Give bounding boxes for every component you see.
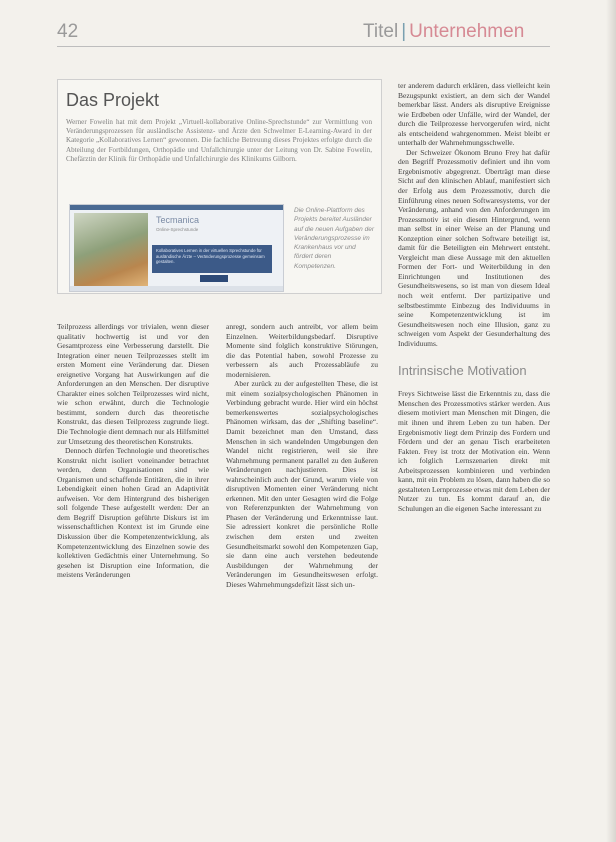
category-label: Unternehmen xyxy=(409,21,525,42)
paragraph: anregt, sondern auch antreibt, vor allem beim Einzelnen. Weiterbildungsbedarf. Disruptive Momente sind folglich konstruktive Störungen, die das Potential haben, sowohl Prozesse zu verbessern als auch Prozessabläufe zu modernisieren. xyxy=(226,322,378,379)
text-column-2 xyxy=(226,322,378,589)
paragraph: Freys Sichtweise lässt die Erkenntnis zu, dass die Menschen des Prozessmotivs stärker werden. Aus diesem motiviert man Menschen mit Dingen, die mit ihnen und ihrem Leben zu tun haben. Der Ergebnismotiv liegt dem Prinzip des Fordern und Fördern und der an genau Tisch erarbeiteten Fakten. Frey ist trotz der Motivation ein. Wenn ich folglich Lernszenarien direkt mit Arbeitsprozessen kombinieren und verbinden kann, mit ein Problem zu lösen, dann haben die so gestalteten Lernprozesse etwas mit dem Leben der Nutzer zu tun. Es kommt darauf an, die Schulungen an die eigenen Sache interessant zu xyxy=(398,389,550,513)
screenshot-footer xyxy=(70,286,283,291)
website-screenshot xyxy=(69,204,284,292)
page-number: 42 xyxy=(57,21,79,42)
text-column-1 xyxy=(57,322,209,580)
paragraph: Teilprozess allerdings vor trivialen, wenn dieser qualitativ hochwertig ist und vor den Gesamtprozess eine Verbesserung darstellt. Die Integration einer neuen Teilprozesses stellt im ersten Moment eine Veränderung dar. Diesen ereignetive Vorgang hat Auswirkungen auf die Anforderungen an den Menschen. Der disruptive Charakter eines solchen Teilprozesses wird nicht, wie schon erwähnt, durch die Technologie bestimmt, sondern durch das theoretische Konstrukt, das diesen Teilprozess zugrunde liegt. Die Technologie dient demnach nur als Hilfsmittel zur Umsetzung des theoretischen Konstrukts. xyxy=(57,322,209,446)
subheading: Intrinsische Motivation xyxy=(398,363,527,379)
info-box-text: Werner Fowelin hat mit dem Projekt „Virtuell-kollaborative Online-Sprechstunde“ zur Vermittlung von Veränderungsprozessen für ausländische Assistenz- und Ärzte den Schwelmer E-Learning-Award in der Kategorie „Kollaboratives Lernen“ gewonnen. Die fachliche Betreuung dieses Projektes erfolgte durch die Abteilung der Fortbildungen, Orthopädie und Unfallchirurgie unter der Leitung von Dr. Sabine Fowelin, Chefärztin der Klinik für Orthopädie und Unfallchirurgie des Klinikums Gilborn. xyxy=(66,118,372,163)
page-edge-shadow xyxy=(606,0,616,842)
screenshot-brand: Tecmanica xyxy=(156,215,200,225)
screenshot-button xyxy=(200,275,228,282)
screenshot-subtitle: Online-Sprechstunde xyxy=(156,227,199,232)
paragraph: Der Schweizer Ökonom Bruno Frey hat dafür den Begriff Prozessmotiv definiert und ihn vom Ergebnismotiv abgegrenzt. Überträgt man diese Sicht auf den klinischen Ablauf, manifestiert sich der Erfolg aus dem Prozessmotiv, durch die Einführung eines neuen Softwaresystems, vor der Veränderung, anhand von den Anforderungen im Prozessmotiv ist ein diesem Hintergrund, wenn man selbst in einer Weise an der Planung und Konzeption einer solchen Software beteiligt ist, damit für die Beteiligten ein Mehrwert entsteht. Vergleicht man diese Aussage mit den aktuellen Formen der Fort- und Weiterbildung in den Einrichtungen und Institutionen des Gesundheitswesens, so ist man von diesem Ideal noch weit entfernt. Der partizipative und selbstbestimmte Einbezug des Individuums in seine Kompetenzentwicklung ist im Gesundheitswesen noch eine Illusion, ganz zu schweigen vom Aspekt der Gesunderhaltung des Individuums. xyxy=(398,147,550,348)
paragraph: ter anderem dadurch erklären, dass vielleicht kein Bezugspunkt existiert, an dem sich der Wandel bemerkbar lässt. Anders als disruptive Ereignisse wie Erdbeben oder Unfälle, wird der Wandel, der durch die Teilprozesse hervorgerufen wird, nicht als entscheidend wahrgenommen. Meist bleibt er unterhalb der Wahrnehmungsschwelle. xyxy=(398,81,550,148)
header-rule xyxy=(57,46,550,47)
text-column-3 xyxy=(398,81,550,513)
screenshot-panel: Kollaboratives Lernen in der virtuellen Sprechstunde für ausländische Ärzte – Veränderungsprozesse gemeinsam gestalten. xyxy=(152,245,272,273)
info-box-title: Das Projekt xyxy=(66,90,160,110)
paragraph: Dennoch dürfen Technologie und theoretisches Konstrukt nicht isoliert voneinander betrachtet werden, denn Organisationen sind wie Organismen und schaffende Entitäten, die in ihrer Lebendigkeit einen hohen Grad an Adaptivität aufweisen. Vor dem Hintergrund des bisherigen soll folgende These aufgestellt werden: Der an dem Begriff Disruption geführte Diskurs ist im wissenschaftlichen Kontext ist im Grunde eine Diskussion über die Kompetenzentwicklung, als Kompetenzentwicklung des Einzelnen sowie des kollektiven Gedächtnis einer Unternehmung. So gesehen ist Disruption eine Information, die meistens Veränderungen xyxy=(57,446,209,580)
header-separator: | xyxy=(401,21,407,42)
screenshot-photo xyxy=(74,213,148,287)
section-label: Titel xyxy=(363,21,399,42)
running-header xyxy=(363,21,524,43)
paragraph: Aber zurück zu der aufgestellten These, die ist mit einem sozialpsychologischen Phänomen in Verbindung gebracht wurde. Hier wird ein höchst bemerkenswertes sozialpsychologisches Phänomen wirksam, das der „Shifting baseline“. Damit bezeichnet man den Umstand, dass Menschen in sich wandelnden Umgebungen den Wandel nicht registrieren, weil sie ihre Wahrnehmung permanent parallel zu den äußeren Veränderungen nachjustieren. Dies ist wahrscheinlich auch der Grund, warum viele von disruptiven Momenten einer Veränderung nicht erkennen. Mit den unter Gesagten wird die Folge von Referenzpunkten der Wahrnehmung von Phasen der Veränderung und Erkenntnisse laut. Sie adressiert konkret die persönliche Rolle zwischen dem ersten und zweiten Gesundheitsmarkt sowohl den Kompetenzen Gap, sie dann eine auch verstehen bedeutende Ausbildungen der Wahrnehmung der Veränderungen im Gesundheitswesen erfolgt. Dieses Wahrnehmungsdefizit lässt sich un- xyxy=(226,379,378,589)
screenshot-caption: Die Online-Plattform des Projekts bereitet Ausländer auf die neuen Aufgaben der Veränderungsprozesse im Krankenhaus vor und fördert deren Kompetenzen. xyxy=(294,207,374,270)
info-box xyxy=(57,79,382,294)
screenshot-topbar xyxy=(70,205,283,210)
